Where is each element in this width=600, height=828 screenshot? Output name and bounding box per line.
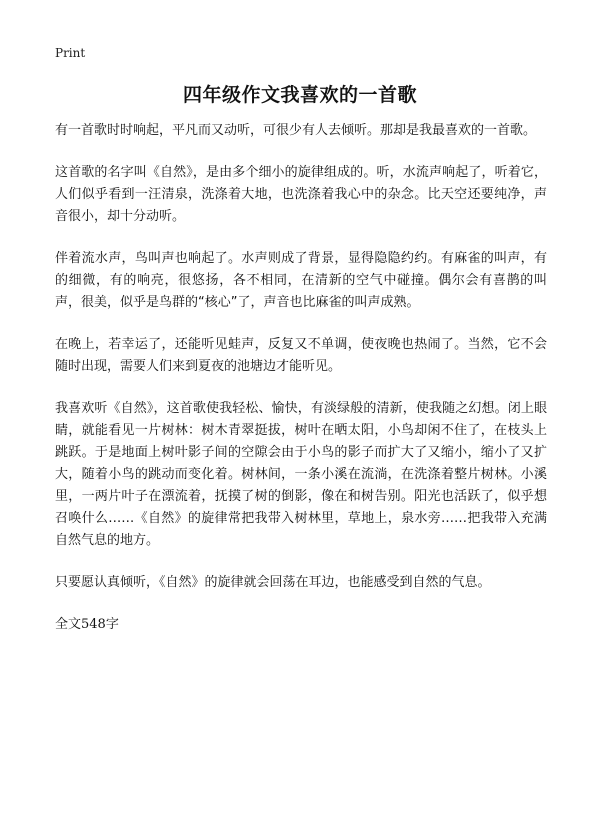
print-link[interactable]: Print [55,46,86,60]
paragraph: 这首歌的名字叫《自然》，是由多个细小的旋律组成的。听，水流声响起了，听着它，人们似乎看到一汪清泉，洗涤着大地，也洗涤着我心中的杂念。比天空还要纯净，声音很小，却十分动听。 [55,165,547,224]
paragraph: 在晚上，若幸运了，还能听见蛙声，反复又不单调，使夜晚也热闹了。当然，它不会随时出现，需要人们来到夏夜的池塘边才能听见。 [55,337,547,374]
paragraph: 伴着流水声，鸟叫声也响起了。水声则成了背景，显得隐隐约约。有麻雀的叫声，有的细微，有的响亮，很悠扬，各不相同，在清新的空气中碰撞。偶尔会有喜鹊的叫声，很美，似乎是鸟群的“核心”了，声音也比麻雀的叫声成熟。 [55,251,547,310]
article-title: 四年级作文我喜欢的一首歌 [182,84,417,106]
paragraph: 有一首歌时时响起，平凡而又动听，可很少有人去倾听。那却是我最喜欢的一首歌。 [55,123,537,138]
word-count: 全文548字 [55,617,119,632]
paragraph: 我喜欢听《自然》，这首歌使我轻松、愉快，有淡绿般的清新，使我随之幻想。闭上眼睛，就能看见一片树林：树木青翠挺拔，树叶在晒太阳，小鸟却闲不住了，在枝头上跳跃。于是地面上树叶影子间的空隙会由于小鸟的影子而扩大了又缩小，缩小了又扩大，随着小鸟的跳动而变化着。树林间，一条小溪在流淌，在洗涤着整片树林。小溪里，一两片叶子在漂流着，抚摸了树的倒影，像在和树告别。阳光也活跃了，似乎想召唤什么……《自然》的旋律常把我带入树林里，草地上，泉水旁……把我带入充满自然气息的地方。 [55,401,547,548]
article-body [55,120,547,636]
paragraph: 只要愿认真倾听，《自然》的旋律就会回荡在耳边，也能感受到自然的气息。 [55,575,491,590]
